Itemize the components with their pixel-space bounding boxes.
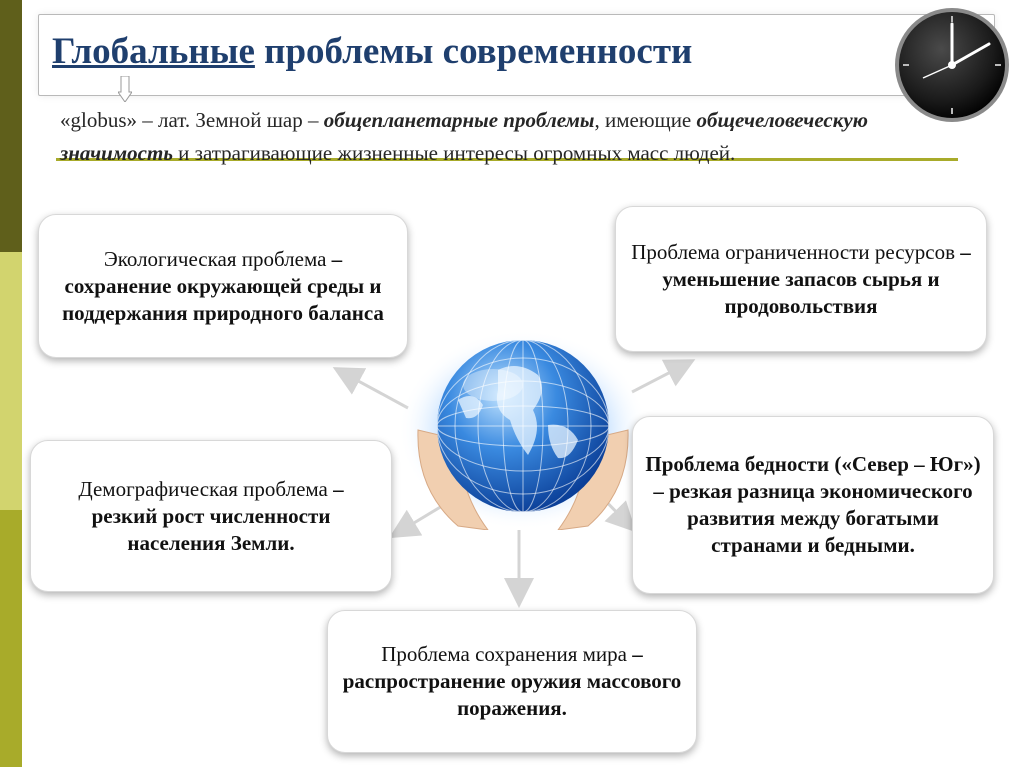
globe-in-hands-icon [398,330,648,530]
card-resources [615,206,987,352]
definition-term-2: общечеловеческую значимость [60,108,868,165]
card-ecology [38,214,408,358]
card-ecology-title: Экологическая проблема [103,246,327,271]
card-peace-title: Проблема сохранения мира [381,642,627,666]
card-peace-desc: – распространение оружия массового поражения. [342,642,682,720]
definition-mid: , имеющие [594,108,697,132]
card-ecology-desc: – сохранение окружающей среды и поддержания природного баланса [62,246,384,325]
card-resources-desc: – уменьшение запасов сырья и продовольствия [662,239,971,318]
card-peace [327,610,697,753]
card-poverty-title: Проблема бедности («Север – Юг») [645,452,981,476]
title-rest: проблемы современности [254,31,693,72]
definition-end: и затрагивающие жизненные интересы огромных масс людей. [172,141,736,165]
title-keyword: Глобальные [52,31,255,72]
card-demography [30,440,392,592]
card-demography-desc: – резкий рост численности населения Земли. [91,476,344,555]
card-poverty [632,416,994,594]
definition-term: общепланетарные проблемы [323,108,595,132]
card-resources-title: Проблема ограниченности ресурсов [631,239,955,264]
definition-intro: «globus» – лат. Земной шар – [60,108,324,132]
card-demography-title: Демографическая проблема [78,476,328,501]
card-poverty-desc: – резкая разница экономического развития между богатыми странами и бедными. [653,479,973,557]
